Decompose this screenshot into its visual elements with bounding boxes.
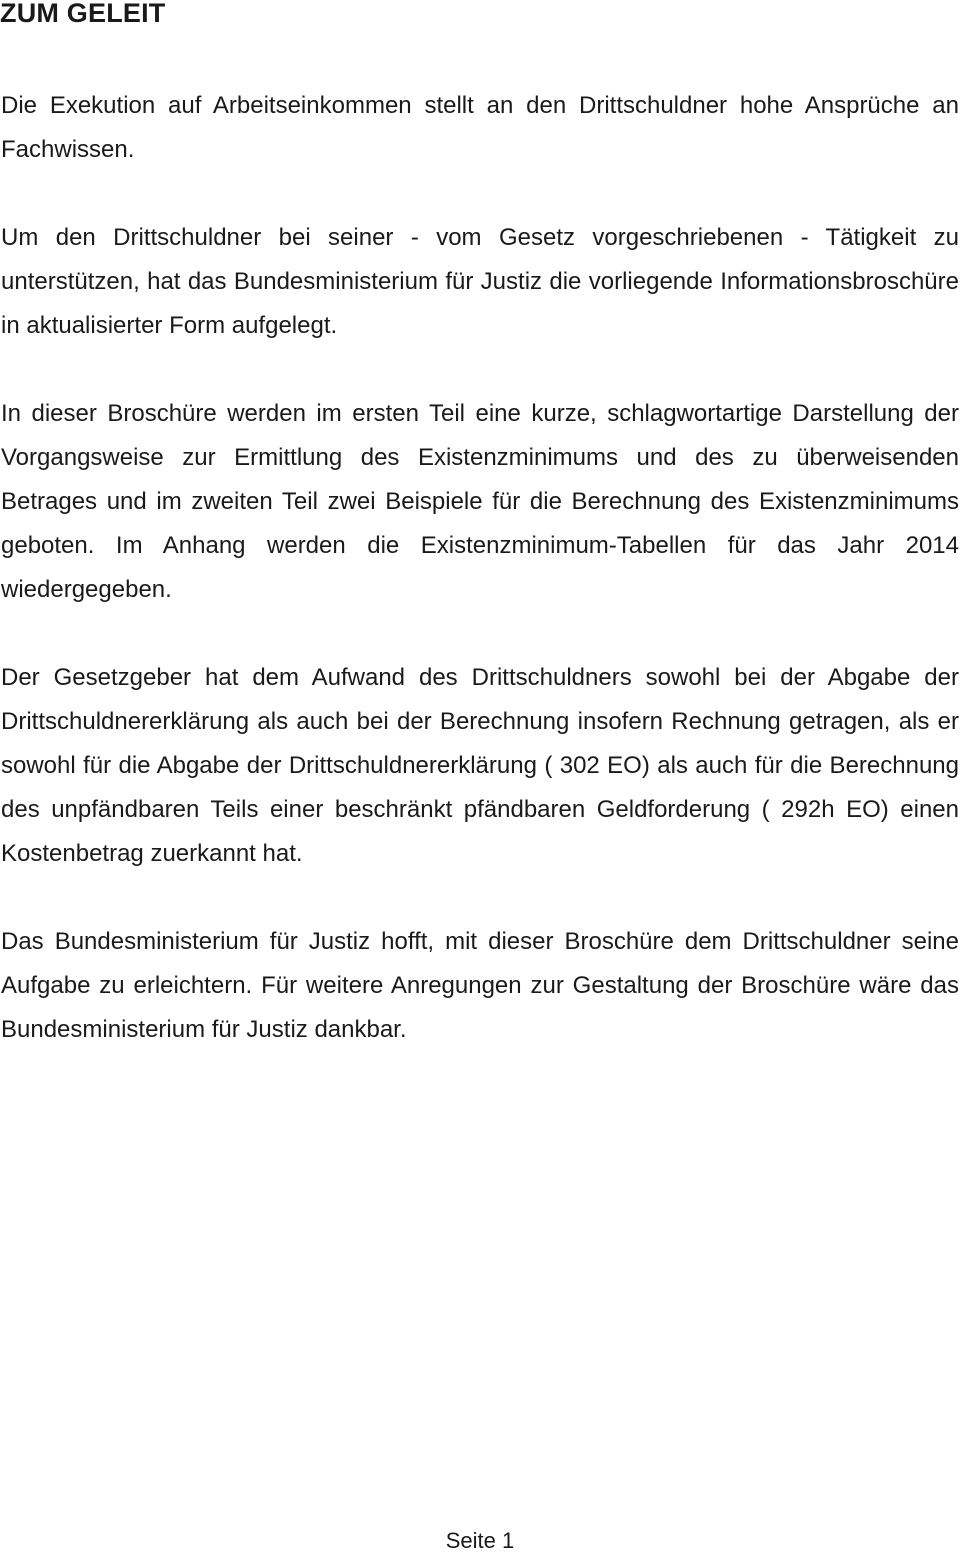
- paragraph-legislation: Der Gesetzgeber hat dem Aufwand des Drittschuldners sowohl bei der Abgabe der Drittschuldnererklärung als auch bei der Berechnung insofern Rechnung getragen, als er sowohl für die Abgabe der Drittschuldnererklärung ( 302 EO) als auch für die Berechnung des unpfändbaren Teils einer beschränkt pfändbaren Geldforderung ( 292h EO) einen Kostenbetrag zuerkannt hat.: [1, 664, 959, 867]
- paragraph-closing: Das Bundesministerium für Justiz hofft, mit dieser Broschüre dem Drittschuldner seine Aufgabe zu erleichtern. Für weitere Anregungen zur Gestaltung der Broschüre wäre das Bundesministerium für Justiz dankbar.: [1, 928, 959, 1043]
- paragraph-intro: Die Exekution auf Arbeitseinkommen stellt an den Drittschuldner hohe Ansprüche an Fachwissen.: [1, 92, 959, 163]
- paragraph-purpose: Um den Drittschuldner bei seiner - vom Gesetz vorgeschriebenen - Tätigkeit zu unterstützen, hat das Bundesministerium für Justiz die vorliegende Informationsbroschüre in aktualisierter Form aufgelegt.: [1, 224, 959, 339]
- page-number: Seite 1: [445, 1528, 515, 1553]
- page-title: ZUM GELEIT: [0, 0, 166, 28]
- paragraph-contents: In dieser Broschüre werden im ersten Teil eine kurze, schlagwortartige Darstellung der Vorgangsweise zur Ermittlung des Existenzminimums und des zu überweisenden Betrages und im zweiten Teil zwei Beispiele für die Berechnung des Existenzminimums geboten. Im Anhang werden die Existenzminimum-Tabellen für das Jahr 2014 wiedergegeben.: [1, 400, 959, 603]
